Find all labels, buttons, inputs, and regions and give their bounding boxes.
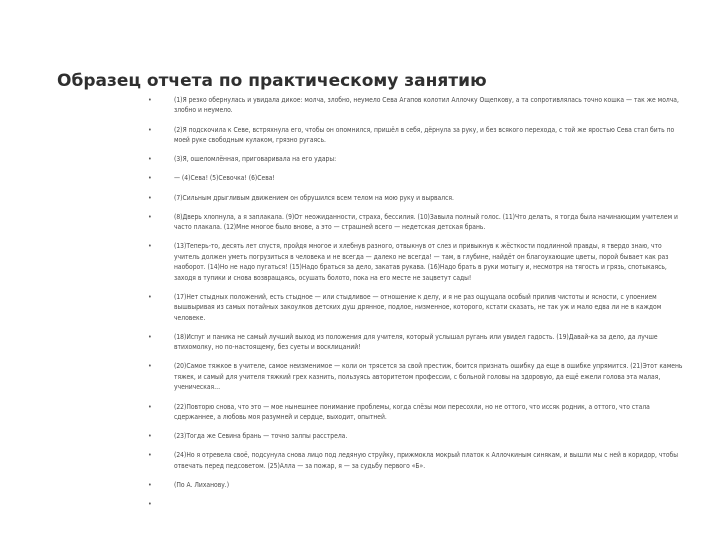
bullet-icon: • — [148, 125, 152, 134]
paragraph-text: (17)Нет стыдных положений, есть стыдное — или стыдливое — отношение к делу, и я не раз ощущала особый прилив чистоты и ясности, с упоением вышвыривая из самых потайных закоулков детских душ дрянное, подлое, низменное, которого, кстати сказать, не так уж и мало едва ли не в каждом человеке. — [174, 292, 662, 322]
paragraph-text: (1)Я резко обернулась и увидала дикое: молча, злобно, неумело Сева Агапов колотил Аллочку Ощепкову, а та сопротивлялась точно кошка — так же молча, злобно и неумело. — [174, 96, 679, 115]
bullet-icon: • — [148, 402, 152, 411]
page-title: Образец отчета по практическому занятию — [57, 71, 487, 91]
list-item — [148, 154, 688, 164]
bullet-icon: • — [148, 96, 152, 104]
bullet-icon: • — [148, 155, 152, 164]
bullet-icon: • — [148, 432, 152, 441]
bullet-icon: • — [148, 362, 152, 371]
paragraph-text: (24)Но я отревела своё, подсунула снова лицо под ледяную струйку, прижмокла мокрый платок к Аллочкиным синякам, и вышли мы с ней в коридор, чтобы отвечать перед педсоветом. (25)Алла — за пожар, я — за судьбу первого «Б». — [174, 451, 679, 470]
list-item — [148, 193, 688, 203]
bullet-icon: • — [148, 174, 152, 183]
list-item — [148, 361, 688, 392]
paragraph-text: — (4)Сева! (5)Севочка! (6)Сева! — [174, 174, 275, 183]
paragraph-text: (22)Повторю снова, что это — мое нынешнее понимание проблемы, когда слёзы мои пересохли, но не оттого, что иссяк родник, а оттого, что стала сдержаннее, а любовь моя разумней и сердце, выходит, опытней. — [174, 402, 650, 421]
list-item — [148, 241, 688, 283]
bullet-list — [148, 95, 688, 509]
bullet-icon: • — [148, 193, 152, 202]
paragraph-text: (23)Тогда же Севина брань — точно залпы расстрела. — [174, 432, 348, 441]
bullet-icon: • — [148, 292, 152, 301]
paragraph-text: (20)Самое тяжкое в учителе, самое неизменимое — коли он трясется за свой престиж, боится признать ошибку да еще в ошибке упрямится. (21)Этот камень тяжек, и самый для учителя тяжкий грех казнить, пользуясь авторитетом профессии, с больной головы на здоровую, да ещё ежели голова эта малая, ученическая… — [174, 362, 683, 392]
list-item — [148, 95, 688, 116]
bullet-icon: • — [148, 451, 152, 460]
bullet-icon: • — [148, 500, 152, 509]
list-item — [148, 173, 688, 183]
paragraph-text: (7)Сильным дрыгливым движением он обрушился всем телом на мою руку и вырвался. — [174, 193, 454, 202]
list-item — [148, 450, 688, 471]
list-item — [148, 480, 688, 490]
paragraph-text: (13)Теперь-то, десять лет спустя, пройдя многое и хлебнув разного, отвыкнув от слез и привыкнув к жёсткости подлинной правды, я твердо знаю, что учитель должен уметь погрузиться в человека и не всегда — далеко не всегда! — там, в глубине, найдёт он благоухающие цветы, порой бывает как раз наоборот. (14)Но не надо пугаться! (15)Надо браться за дело, закатав рукава. (16)Надо брать в руки мотыгу и, несмотря на тягость и грязь, спотыкаясь, заходя в тупики и снова возвращаясь, осушать болото, пока на его месте не зацветут сады! — [174, 242, 669, 282]
list-item — [148, 332, 688, 353]
list-item — [148, 431, 688, 441]
paragraph-text: (3)Я, ошеломлённая, приговаривала на его удары: — [174, 155, 337, 164]
bullet-icon: • — [148, 332, 152, 341]
paragraph-text: (8)Дверь хлопнула, а я заплакала. (9)От неожиданности, страха, бессилия. (10)Завыла полный голос. (11)Что делать, я тогда была начинающим учителем и часто плакала. (12)Мне многое было внове, а это — страшней всего — недетская детская брань. — [174, 212, 678, 232]
list-item — [148, 292, 688, 323]
paragraph-text: (18)Испуг и паника не самый лучший выход из положения для учителя, который услышал ругань или увидел гадость. (19)Давай-ка за дело, да лучше втихомолку, но по-настоящему, без суеты и восклицаний! — [174, 332, 658, 352]
paragraph-text: (2)Я подскочила к Севе, встряхнула его, чтобы он опомнился, пришёл в себя, дёрнула за руку, и без всякого перехода, с той же яростью Сева стал бить по моей руке свободным кулаком, грязно ругаясь. — [174, 125, 675, 145]
list-item — [148, 125, 688, 146]
list-item — [148, 212, 688, 233]
bullet-icon: • — [148, 480, 152, 489]
paragraph-text: (По А. Лиханову.) — [174, 480, 230, 489]
bullet-icon: • — [148, 212, 152, 221]
bullet-icon: • — [148, 242, 152, 251]
list-item — [148, 402, 688, 423]
